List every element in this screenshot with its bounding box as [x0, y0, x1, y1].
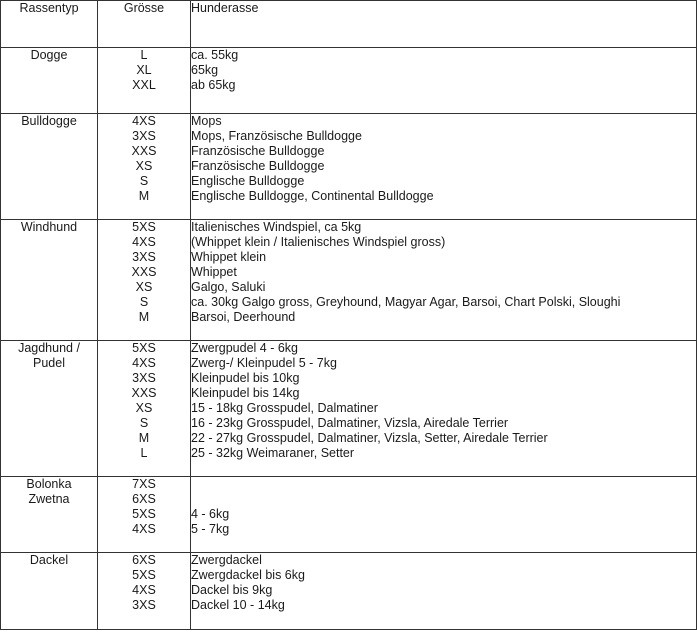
hunderasse-cell — [191, 48, 697, 114]
size-label: 3XS — [132, 250, 156, 264]
breed-label: (Whippet klein / Italienisches Windspiel gross) — [191, 235, 446, 249]
rassentyp-label: Zwetna — [28, 492, 70, 506]
size-label: 5XS — [132, 568, 156, 582]
size-label: S — [139, 295, 149, 309]
breed-label — [191, 492, 696, 507]
size-label: XS — [135, 401, 153, 415]
header-groesse: Grösse — [98, 1, 191, 48]
breed-label: Dackel bis 9kg — [191, 583, 273, 597]
breed-label: 15 - 18kg Grosspudel, Dalmatiner — [191, 401, 378, 415]
hunderasse-cell — [191, 114, 697, 220]
breed-label: 16 - 23kg Grosspudel, Dalmatiner, Vizsla, Airedale Terrier — [191, 416, 509, 430]
size-label: 3XS — [132, 598, 156, 612]
size-label: XS — [135, 280, 153, 294]
size-label: XXS — [131, 386, 157, 400]
table-row — [1, 341, 697, 477]
rassentyp-cell — [1, 48, 98, 114]
rassentyp-cell — [1, 341, 98, 477]
hunderasse-cell — [191, 220, 697, 341]
breed-label: Kleinpudel bis 10kg — [191, 371, 300, 385]
breed-label: Zwergdackel — [191, 553, 262, 567]
header-hunderasse: Hunderasse — [191, 1, 697, 48]
size-label: 7XS — [132, 477, 156, 491]
groesse-cell — [98, 477, 191, 553]
size-label: L — [140, 446, 148, 460]
size-label: M — [138, 310, 150, 324]
groesse-cell — [98, 48, 191, 114]
rassentyp-cell — [1, 553, 98, 630]
breed-label: Kleinpudel bis 14kg — [191, 386, 300, 400]
breed-label: Englische Bulldogge, Continental Bulldogge — [191, 189, 434, 203]
table-row — [1, 48, 697, 114]
breed-label: Zwergdackel bis 6kg — [191, 568, 305, 582]
breed-label: Whippet klein — [191, 250, 267, 264]
rassentyp-label: Bulldogge — [21, 114, 77, 128]
size-label: 4XS — [132, 114, 156, 128]
size-label: XXS — [131, 144, 157, 158]
rassentyp-label: Bolonka — [26, 477, 72, 491]
size-label: 4XS — [132, 356, 156, 370]
rassentyp-label: Dogge — [30, 48, 68, 62]
groesse-cell — [98, 341, 191, 477]
rassentyp-cell — [1, 114, 98, 220]
breed-label: 22 - 27kg Grosspudel, Dalmatiner, Vizsla, Setter, Airedale Terrier — [191, 431, 548, 445]
breed-label: Italienisches Windspiel, ca 5kg — [191, 220, 362, 234]
header-row — [1, 1, 697, 48]
rassentyp-label: Dackel — [29, 553, 69, 567]
size-label: 6XS — [132, 553, 156, 567]
breed-label: 5 - 7kg — [191, 522, 230, 536]
breed-label — [191, 477, 696, 492]
breed-label: Mops, Französische Bulldogge — [191, 129, 362, 143]
size-label: S — [139, 174, 149, 188]
size-label: XXS — [131, 265, 157, 279]
hunderasse-cell — [191, 553, 697, 630]
size-label: M — [138, 431, 150, 445]
size-label: 4XS — [132, 522, 156, 536]
breed-label: ca. 55kg — [191, 48, 239, 62]
size-label: 5XS — [132, 507, 156, 521]
breed-label: Französische Bulldogge — [191, 159, 325, 173]
hunderasse-cell — [191, 477, 697, 553]
breed-label: ca. 30kg Galgo gross, Greyhound, Magyar Agar, Barsoi, Chart Polski, Sloughi — [191, 295, 621, 309]
size-label: XXL — [132, 78, 156, 92]
groesse-cell — [98, 553, 191, 630]
rassentyp-label: Windhund — [20, 220, 78, 234]
breed-label: Galgo, Saluki — [191, 280, 266, 294]
breed-label: Zwerg-/ Kleinpudel 5 - 7kg — [191, 356, 337, 370]
size-label: S — [139, 416, 149, 430]
breed-label: Barsoi, Deerhound — [191, 310, 296, 324]
size-label: XS — [135, 159, 153, 173]
breed-label: 65kg — [191, 63, 219, 77]
breed-label: Whippet — [191, 265, 237, 279]
size-label: XL — [136, 63, 152, 77]
table-row — [1, 114, 697, 220]
size-label: 4XS — [132, 235, 156, 249]
rassentyp-label: Pudel — [33, 356, 65, 370]
size-label: 5XS — [132, 220, 156, 234]
breed-label: Englische Bulldogge — [191, 174, 305, 188]
breed-label: 25 - 32kg Weimaraner, Setter — [191, 446, 355, 460]
breed-label: Französische Bulldogge — [191, 144, 325, 158]
breed-label: ab 65kg — [191, 78, 236, 92]
breed-label: Zwergpudel 4 - 6kg — [191, 341, 299, 355]
size-label: 5XS — [132, 341, 156, 355]
groesse-cell — [98, 220, 191, 341]
size-label: 3XS — [132, 129, 156, 143]
size-label: L — [140, 48, 148, 62]
size-label: M — [138, 189, 150, 203]
breed-label: Dackel 10 - 14kg — [191, 598, 285, 612]
size-label: 3XS — [132, 371, 156, 385]
breed-label: Mops — [191, 114, 222, 128]
rassentyp-cell — [1, 477, 98, 553]
rassentyp-cell — [1, 220, 98, 341]
size-label: 6XS — [132, 492, 156, 506]
table-row — [1, 553, 697, 630]
groesse-cell — [98, 114, 191, 220]
hunderasse-cell — [191, 341, 697, 477]
table-row — [1, 477, 697, 553]
header-rassentyp: Rassentyp — [1, 1, 98, 48]
rassentyp-label: Jagdhund / — [18, 341, 80, 355]
table-body — [1, 48, 697, 630]
breed-label: 4 - 6kg — [191, 507, 230, 521]
size-label: 4XS — [132, 583, 156, 597]
table-row — [1, 220, 697, 341]
